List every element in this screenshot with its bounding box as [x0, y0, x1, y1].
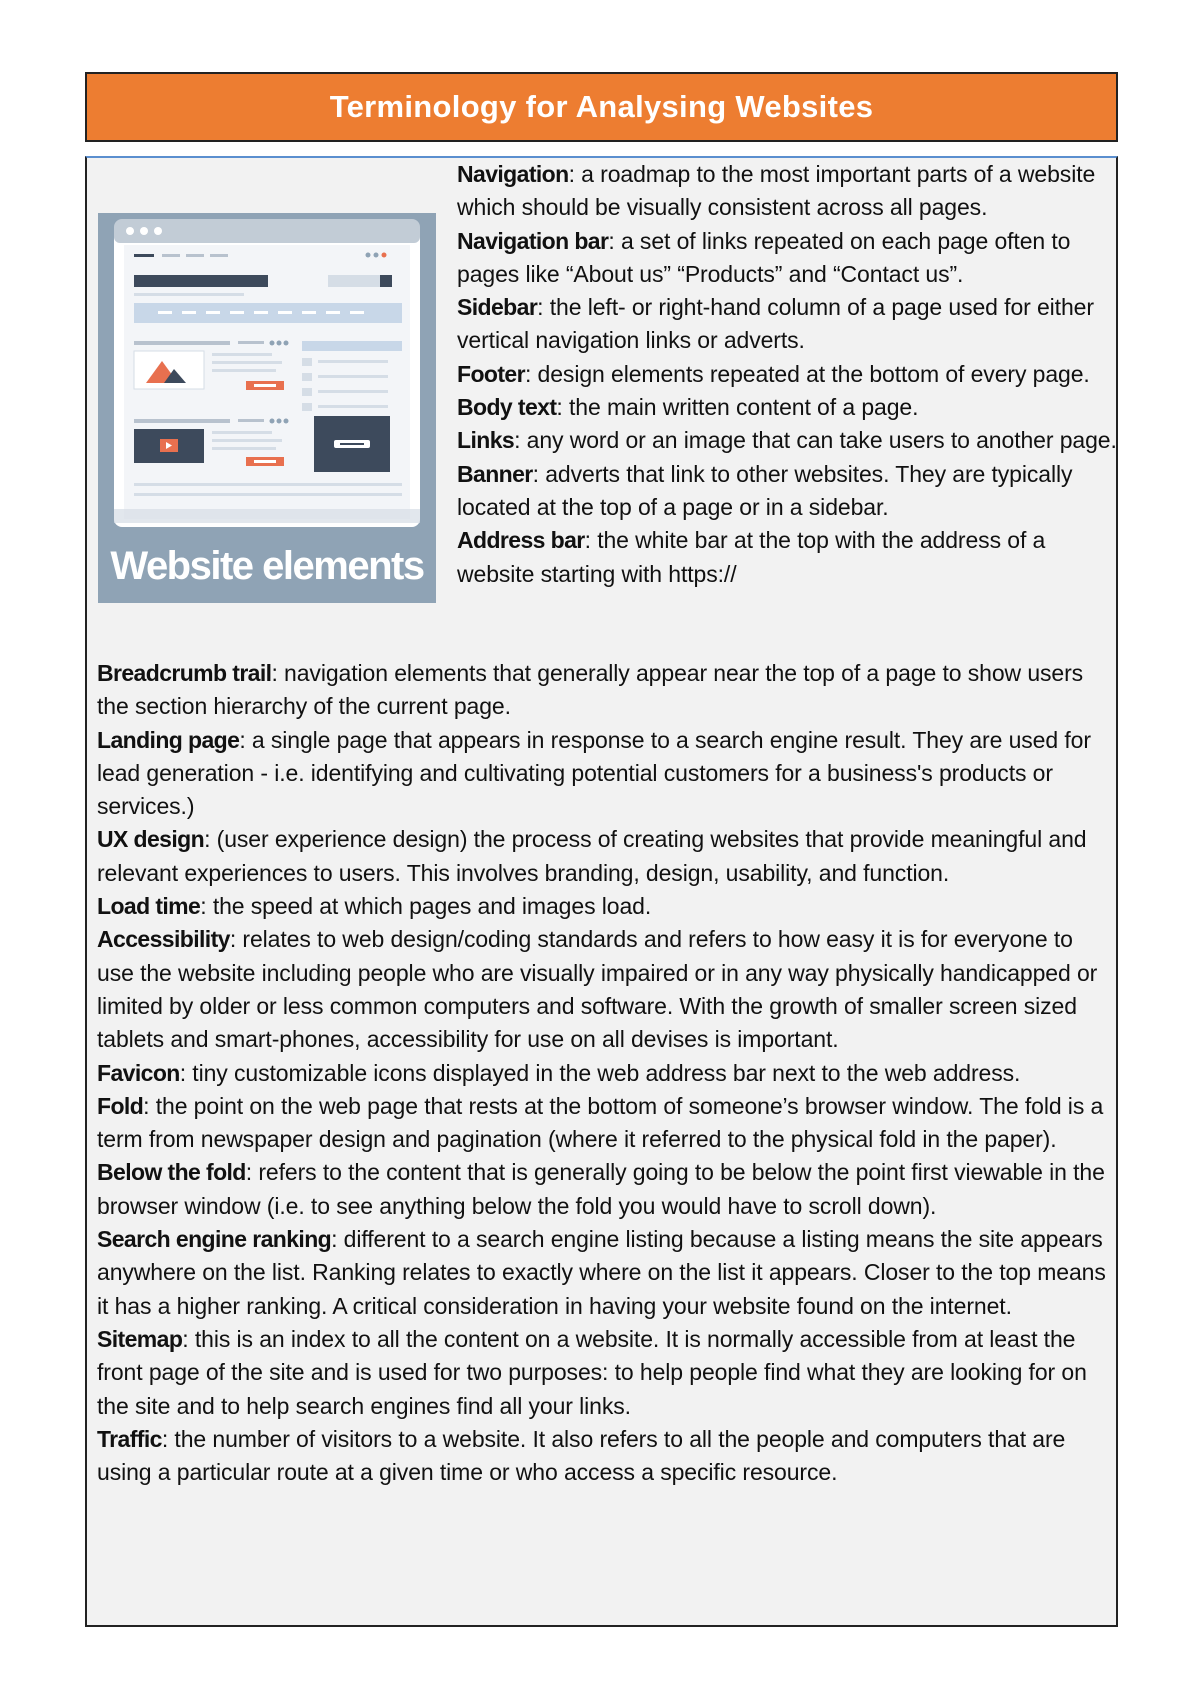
term-name: Landing page	[97, 726, 240, 753]
term-definition: : a set of links repeated on each page often to pages like “About us” “Products” and “Contact us”.	[457, 227, 1071, 287]
term-definition: : the point on the web page that rests at the bottom of someone’s browser window. The fold is a term from newspaper design and pagination (where it referred to the physical fold in the paper).	[97, 1092, 1104, 1153]
footer-line-2	[134, 493, 402, 496]
term-entry-favicon	[97, 1057, 1112, 1090]
term-name: Banner	[457, 460, 533, 487]
term-entry-breadcrumb-trail	[97, 657, 1112, 724]
term-name: Address bar	[457, 527, 585, 554]
term-entry-traffic	[97, 1423, 1112, 1490]
term-entry-fold	[97, 1090, 1112, 1157]
term-entry-sitemap	[97, 1323, 1112, 1423]
term-definition: : the white bar at the top with the address of a website starting with https://	[457, 527, 1046, 587]
term-name: Navigation	[457, 161, 569, 187]
term-definition: : relates to web design/coding standards and refers to how easy it is for everyone to use the website including people who are visually impaired or in any way physically handicapped or limited by older or less common computers and software. With the growth of smaller screen sized tablets and smart-phones, accessibility for use on all devises is important.	[97, 926, 1098, 1053]
term-entry-links	[457, 424, 1117, 457]
illustration-caption: Website elements	[110, 544, 424, 588]
term-entry-landing-page	[97, 724, 1112, 824]
term-definition: : (user experience design) the process of creating websites that provide meaningful and relevant experiences to users. This involves branding, design, usability, and function.	[97, 826, 1087, 886]
term-definition: : refers to the content that is generally going to be below the point first viewable in the browser window (i.e. to see anything below the fold you would have to scroll down).	[97, 1159, 1105, 1219]
window-dot-3	[154, 227, 162, 235]
term-name: Search engine ranking	[97, 1226, 332, 1253]
term-entry-address-bar	[457, 524, 1117, 591]
term-definition: : tiny customizable icons displayed in the web address bar next to the web address.	[179, 1059, 1021, 1086]
term-entry-accessibility	[97, 923, 1112, 1056]
term-entry-below-the-fold	[97, 1156, 1112, 1223]
term-name: Favicon	[97, 1059, 180, 1086]
term-name: Body text	[457, 394, 557, 421]
side-terms-list	[457, 158, 1117, 591]
terminology-panel	[85, 156, 1118, 1627]
term-definition: : design elements repeated at the bottom of every page.	[524, 360, 1090, 387]
term-name: Below the fold	[97, 1159, 246, 1186]
term-definition: : a single page that appears in response to a search engine result. They are used for lead generation - i.e. identifying and cultivating potential customers for a business's products or services.)	[97, 726, 1091, 820]
footer-line-1	[134, 483, 402, 486]
term-name: Load time	[97, 893, 201, 920]
term-name: Fold	[97, 1092, 144, 1119]
term-entry-banner	[457, 458, 1117, 525]
term-entry-navigation-bar	[457, 225, 1117, 292]
term-definition: : the left- or right-hand column of a page used for either vertical navigation links or adverts.	[457, 294, 1094, 354]
term-name: Links	[457, 427, 515, 454]
term-entry-load-time	[97, 890, 1112, 923]
term-definition: : adverts that link to other websites. They are typically located at the top of a page or in a sidebar.	[457, 460, 1073, 520]
term-name: UX design	[97, 826, 205, 853]
term-name: Sidebar	[457, 294, 538, 321]
footer-bar	[114, 509, 420, 523]
term-definition: : the number of visitors to a website. It also refers to all the people and computers that are using a particular route at a given time or who access a specific resource.	[97, 1425, 1066, 1486]
term-entry-search-engine-ranking	[97, 1223, 1112, 1323]
term-definition: : the main written content of a page.	[556, 394, 919, 421]
term-name: Accessibility	[97, 926, 230, 953]
term-entry-sidebar	[457, 291, 1117, 358]
term-name: Breadcrumb trail	[97, 660, 272, 686]
term-entry-ux-design	[97, 823, 1112, 890]
term-definition: : any word or an image that can take users to another page.	[514, 427, 1117, 454]
window-dot-2	[140, 227, 148, 235]
term-definition: : a roadmap to the most important parts of a website which should be visually consistent across all pages.	[457, 161, 1096, 221]
term-name: Navigation bar	[457, 227, 609, 254]
term-definition: : different to a search engine listing because a listing means the site appears anywhere on the list. Ranking relates to exactly where on the list it appears. Closer to the top means it has a higher ranking. A critical consideration in having your website found on the internet.	[97, 1226, 1106, 1319]
window-dot-1	[126, 227, 134, 235]
full-terms-list	[97, 657, 1112, 1489]
term-name: Footer	[457, 360, 525, 387]
term-entry-footer	[457, 358, 1117, 391]
term-name: Traffic	[97, 1425, 162, 1452]
term-definition: : navigation elements that generally appear near the top of a page to show users the section hierarchy of the current page.	[97, 660, 1084, 720]
page-title: Terminology for Analysing Websites	[85, 72, 1118, 142]
term-definition: : this is an index to all the content on a website. It is normally accessible from at least the front page of the site and is used for two purposes: to help people find what they are looking for on the site and to help search engines find all your links.	[97, 1325, 1087, 1419]
term-definition: : the speed at which pages and images load.	[200, 893, 652, 920]
term-entry-body-text	[457, 391, 1117, 424]
website-elements-illustration	[98, 213, 436, 603]
header-bar	[134, 275, 268, 287]
term-name: Sitemap	[97, 1325, 183, 1352]
term-entry-navigation	[457, 158, 1117, 225]
